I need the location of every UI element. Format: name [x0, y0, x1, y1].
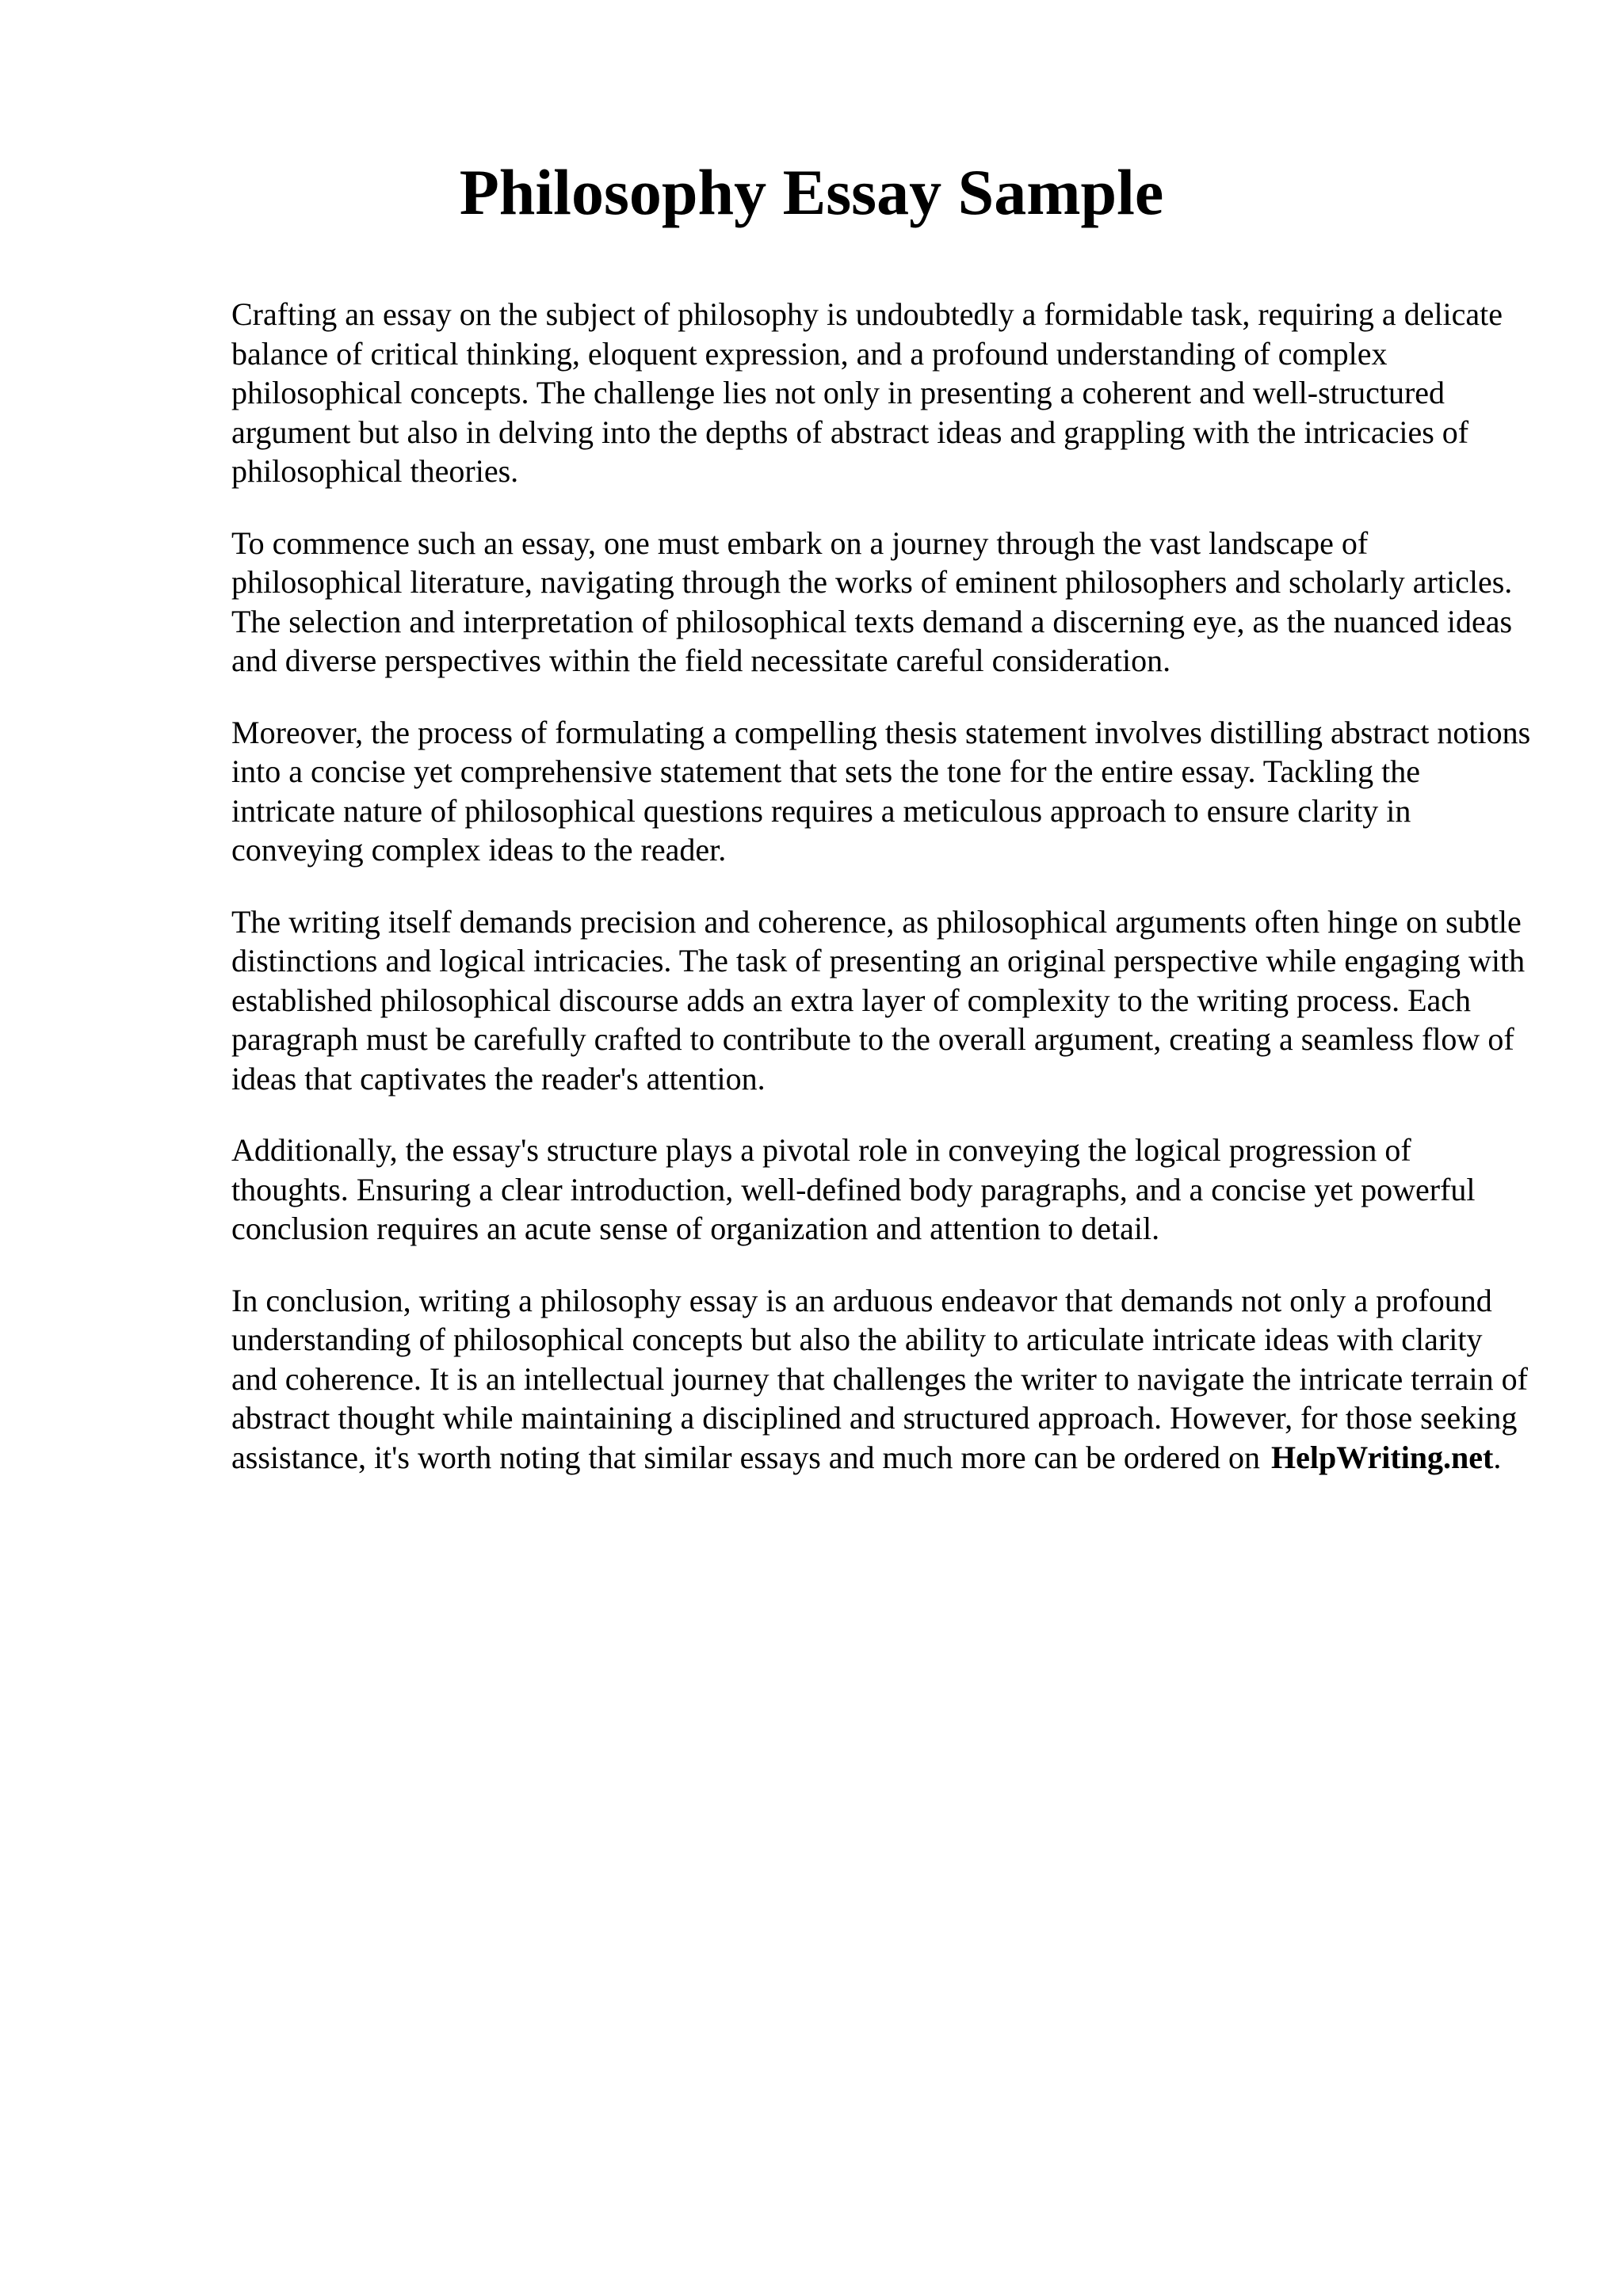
conclusion-text: In conclusion, writing a philosophy essay is an arduous endeavor that demands not only a profound understanding of philosophical concepts but also the ability to articulate intricate ideas with clarity and coherence. It is an intellectual journey that challenges the writer to navigate the intricate terrain of abstract thought while maintaining a disciplined and structured approach. However, for those seeking assistance, it's worth noting that similar essays and much more can be ordered on: [231, 1282, 1528, 1475]
paragraph-3: Moreover, the process of formulating a compelling thesis statement involves distilling abstract notions into a concise yet comprehensive statement that sets the tone for the entire essay. Tackling the intricate nature of philosophical questions requires a meticulous approach to ensure clarity in conveying complex ideas to the reader.: [231, 714, 1531, 868]
paragraph-4: The writing itself demands precision and coherence, as philosophical arguments often hinge on subtle distinctions and logical intricacies. The task of presenting an original perspective while engaging with established philosophical discourse adds an extra layer of complexity to the writing process. Each paragraph must be carefully crafted to contribute to the overall argument, creating a seamless flow of ideas that captivates the reader's attention.: [231, 903, 1526, 1097]
conclusion-period: .: [1493, 1439, 1502, 1475]
paragraph-2: To commence such an essay, one must embark on a journey through the vast landscape of philosophical literature, navigating through the works of eminent philosophers and scholarly articles. The selection and interpretation of philosophical texts demand a discerning eye, as the nuanced ideas and diverse perspectives within the field necessitate careful consideration.: [231, 524, 1513, 678]
paragraph-5: Additionally, the essay's structure plays a pivotal role in conveying the logical progression of thoughts. Ensuring a clear introduction, well-defined body paragraphs, and a concise yet powerful conclusion requires an acute sense of organization and attention to detail.: [231, 1132, 1476, 1246]
essay-body: [231, 295, 1531, 1509]
paragraph-1: Crafting an essay on the subject of philosophy is undoubtedly a formidable task, requiring a delicate balance of critical thinking, eloquent expression, and a profound understanding of complex philosophical concepts. The challenge lies not only in presenting a coherent and well-structured argument but also in delving into the depths of abstract ideas and grappling with the intricacies of philosophical theories.: [231, 296, 1503, 489]
page-title: Philosophy Essay Sample: [459, 156, 1164, 228]
helpwriting-link[interactable]: HelpWriting.net: [1271, 1439, 1494, 1475]
paragraph-conclusion: [231, 1281, 1531, 1478]
